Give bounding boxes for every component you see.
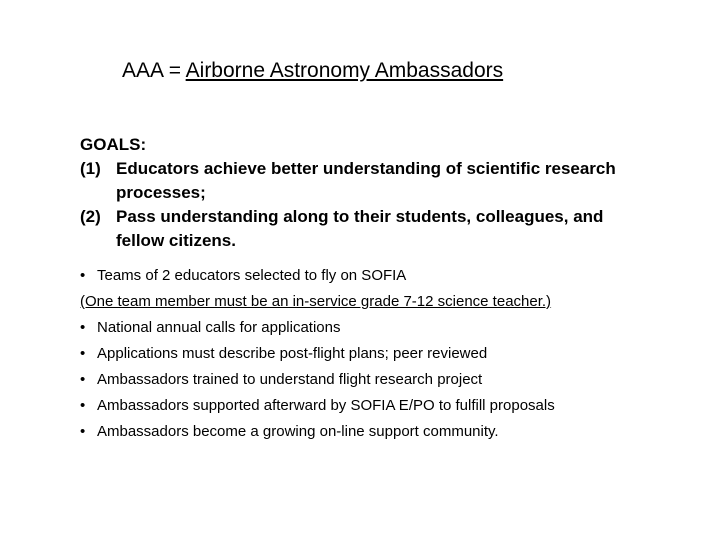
list-item [80, 393, 710, 419]
goal-text: Educators achieve better understanding of scientific research [116, 159, 616, 178]
goal-text-continuation: processes; [116, 183, 206, 202]
slide-title [122, 58, 503, 84]
list-item [80, 315, 710, 341]
list-item-text: Ambassadors trained to understand flight research project [97, 371, 483, 388]
bullet-icon: • [80, 397, 86, 414]
goals-heading: GOALS: [80, 135, 147, 154]
bullet-list [80, 263, 710, 445]
title-main: Airborne Astronomy Ambassadors [185, 59, 504, 82]
list-item [80, 263, 710, 289]
list-item [80, 419, 710, 445]
bullet-icon: • [80, 345, 86, 362]
goal-text-continuation: fellow citizens. [116, 231, 236, 250]
bullet-icon: • [80, 423, 86, 440]
title-prefix: AAA = [122, 59, 186, 82]
bullet-icon: • [80, 267, 86, 284]
goals-section [80, 133, 710, 253]
bullet-icon: • [80, 319, 86, 336]
goal-item [80, 157, 710, 181]
list-item-text: National annual calls for applications [97, 319, 341, 336]
goal-text: Pass understanding along to their students, colleagues, and [116, 207, 604, 226]
list-item-text: Ambassadors supported afterward by SOFIA E/PO to fulfill proposals [97, 397, 555, 414]
goal-number: (2) [80, 207, 101, 226]
list-item-text: Ambassadors become a growing on-line support community. [97, 423, 499, 440]
list-item-text: Applications must describe post-flight plans; peer reviewed [97, 345, 488, 362]
list-item [80, 341, 710, 367]
list-item [80, 367, 710, 393]
team-note: (One team member must be an in-service grade 7-12 science teacher.) [80, 293, 552, 310]
goal-number: (1) [80, 159, 101, 178]
goal-item [80, 205, 710, 229]
list-item-text: Teams of 2 educators selected to fly on SOFIA [97, 267, 407, 284]
bullet-icon: • [80, 371, 86, 388]
